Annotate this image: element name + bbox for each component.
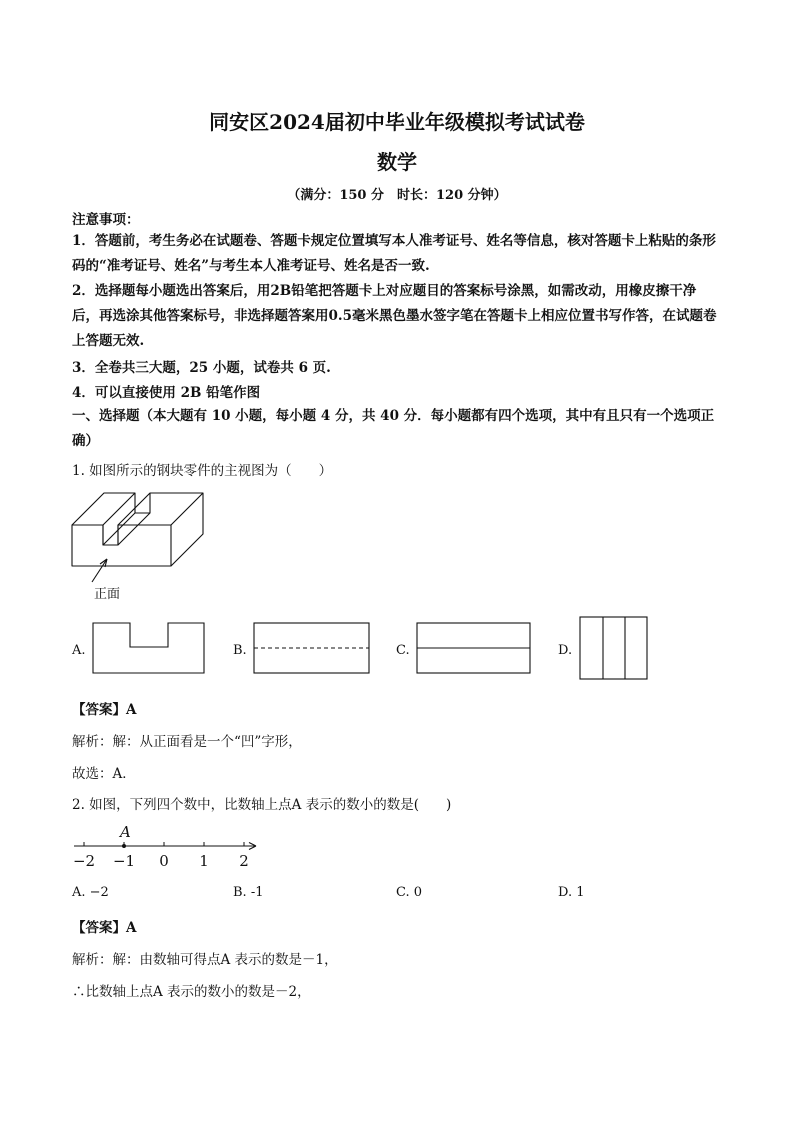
- q1-option-a-figure: [92, 622, 206, 674]
- q2-number-line: [70, 820, 265, 872]
- q1-option-c-figure: [416, 622, 531, 674]
- q2-analysis: 解析：解：由数轴可得点A 表示的数是－1，: [72, 952, 338, 968]
- note-item-4: 4．可以直接使用 2B 铅笔作图: [72, 385, 261, 401]
- q1-option-d-figure: [579, 616, 648, 680]
- q1-analysis: 解析：解：从正面看是一个“凹”字形，: [72, 734, 302, 750]
- exam-meta: （满分：150 分 时长：120 分钟）: [287, 188, 507, 203]
- q1-steel-block-figure: [66, 488, 216, 603]
- q1-option-a-label: A.: [72, 643, 86, 658]
- tick-label: 0: [159, 852, 169, 870]
- tick-label: 2: [239, 852, 249, 870]
- q2-option-b: B. -1: [233, 885, 264, 900]
- q2-stem: 2. 如图，下列四个数中，比数轴上点A 表示的数小的数是( ): [72, 797, 452, 813]
- note-item-2: 2．选择题每小题选出答案后，用2B铅笔把答题卡上对应题目的答案标号涂黑，如需改动，用橡皮擦干净后，再选涂其他答案标号，非选择题答案用0.5毫米黑色墨水签字笔在答题卡上相应位置书写作答，在试题卷上答题无效.: [72, 283, 717, 349]
- q2-option-a: A. −2: [72, 885, 109, 900]
- section-heading: 一、选择题（本大题有 10 小题，每小题 4 分，共 40 分．每小题都有四个选项，其中有且只有一个选项正确）: [72, 408, 715, 449]
- point-a-label: A: [120, 823, 131, 841]
- q1-answer: 【答案】A: [72, 702, 137, 718]
- exam-title: 同安区2024届初中毕业年级模拟考试试卷: [209, 110, 585, 134]
- note-item-1: 1．答题前，考生务必在试题卷、答题卡规定位置填写本人准考证号、姓名等信息，核对答题卡上粘贴的条形码的“准考证号、姓名”与考生本人准考证号、姓名是否一致.: [72, 233, 716, 274]
- q2-option-d: D. 1: [558, 885, 585, 900]
- subject-title: 数学: [377, 150, 417, 174]
- q2-answer: 【答案】A: [72, 920, 137, 936]
- q1-option-b-label: B.: [233, 643, 247, 658]
- q2-conclusion: ∴比数轴上点A 表示的数小的数是－2，: [72, 984, 311, 1000]
- tick-label: −1: [112, 852, 136, 870]
- q1-option-c-label: C.: [396, 643, 410, 658]
- q1-option-b-figure: [253, 622, 370, 674]
- q2-option-c: C. 0: [396, 885, 423, 900]
- q1-stem: 1. 如图所示的钢块零件的主视图为（ ）: [72, 463, 333, 479]
- q1-conclusion: 故选：A．: [72, 766, 136, 782]
- note-item-3: 3．全卷共三大题，25 小题，试卷共 6 页.: [72, 360, 331, 376]
- front-label: 正面: [94, 587, 121, 602]
- tick-label: −2: [72, 852, 96, 870]
- notes-heading: 注意事项：: [72, 212, 140, 228]
- tick-label: 1: [199, 852, 209, 870]
- point-a-dot: [122, 844, 126, 848]
- q1-option-d-label: D.: [558, 643, 573, 658]
